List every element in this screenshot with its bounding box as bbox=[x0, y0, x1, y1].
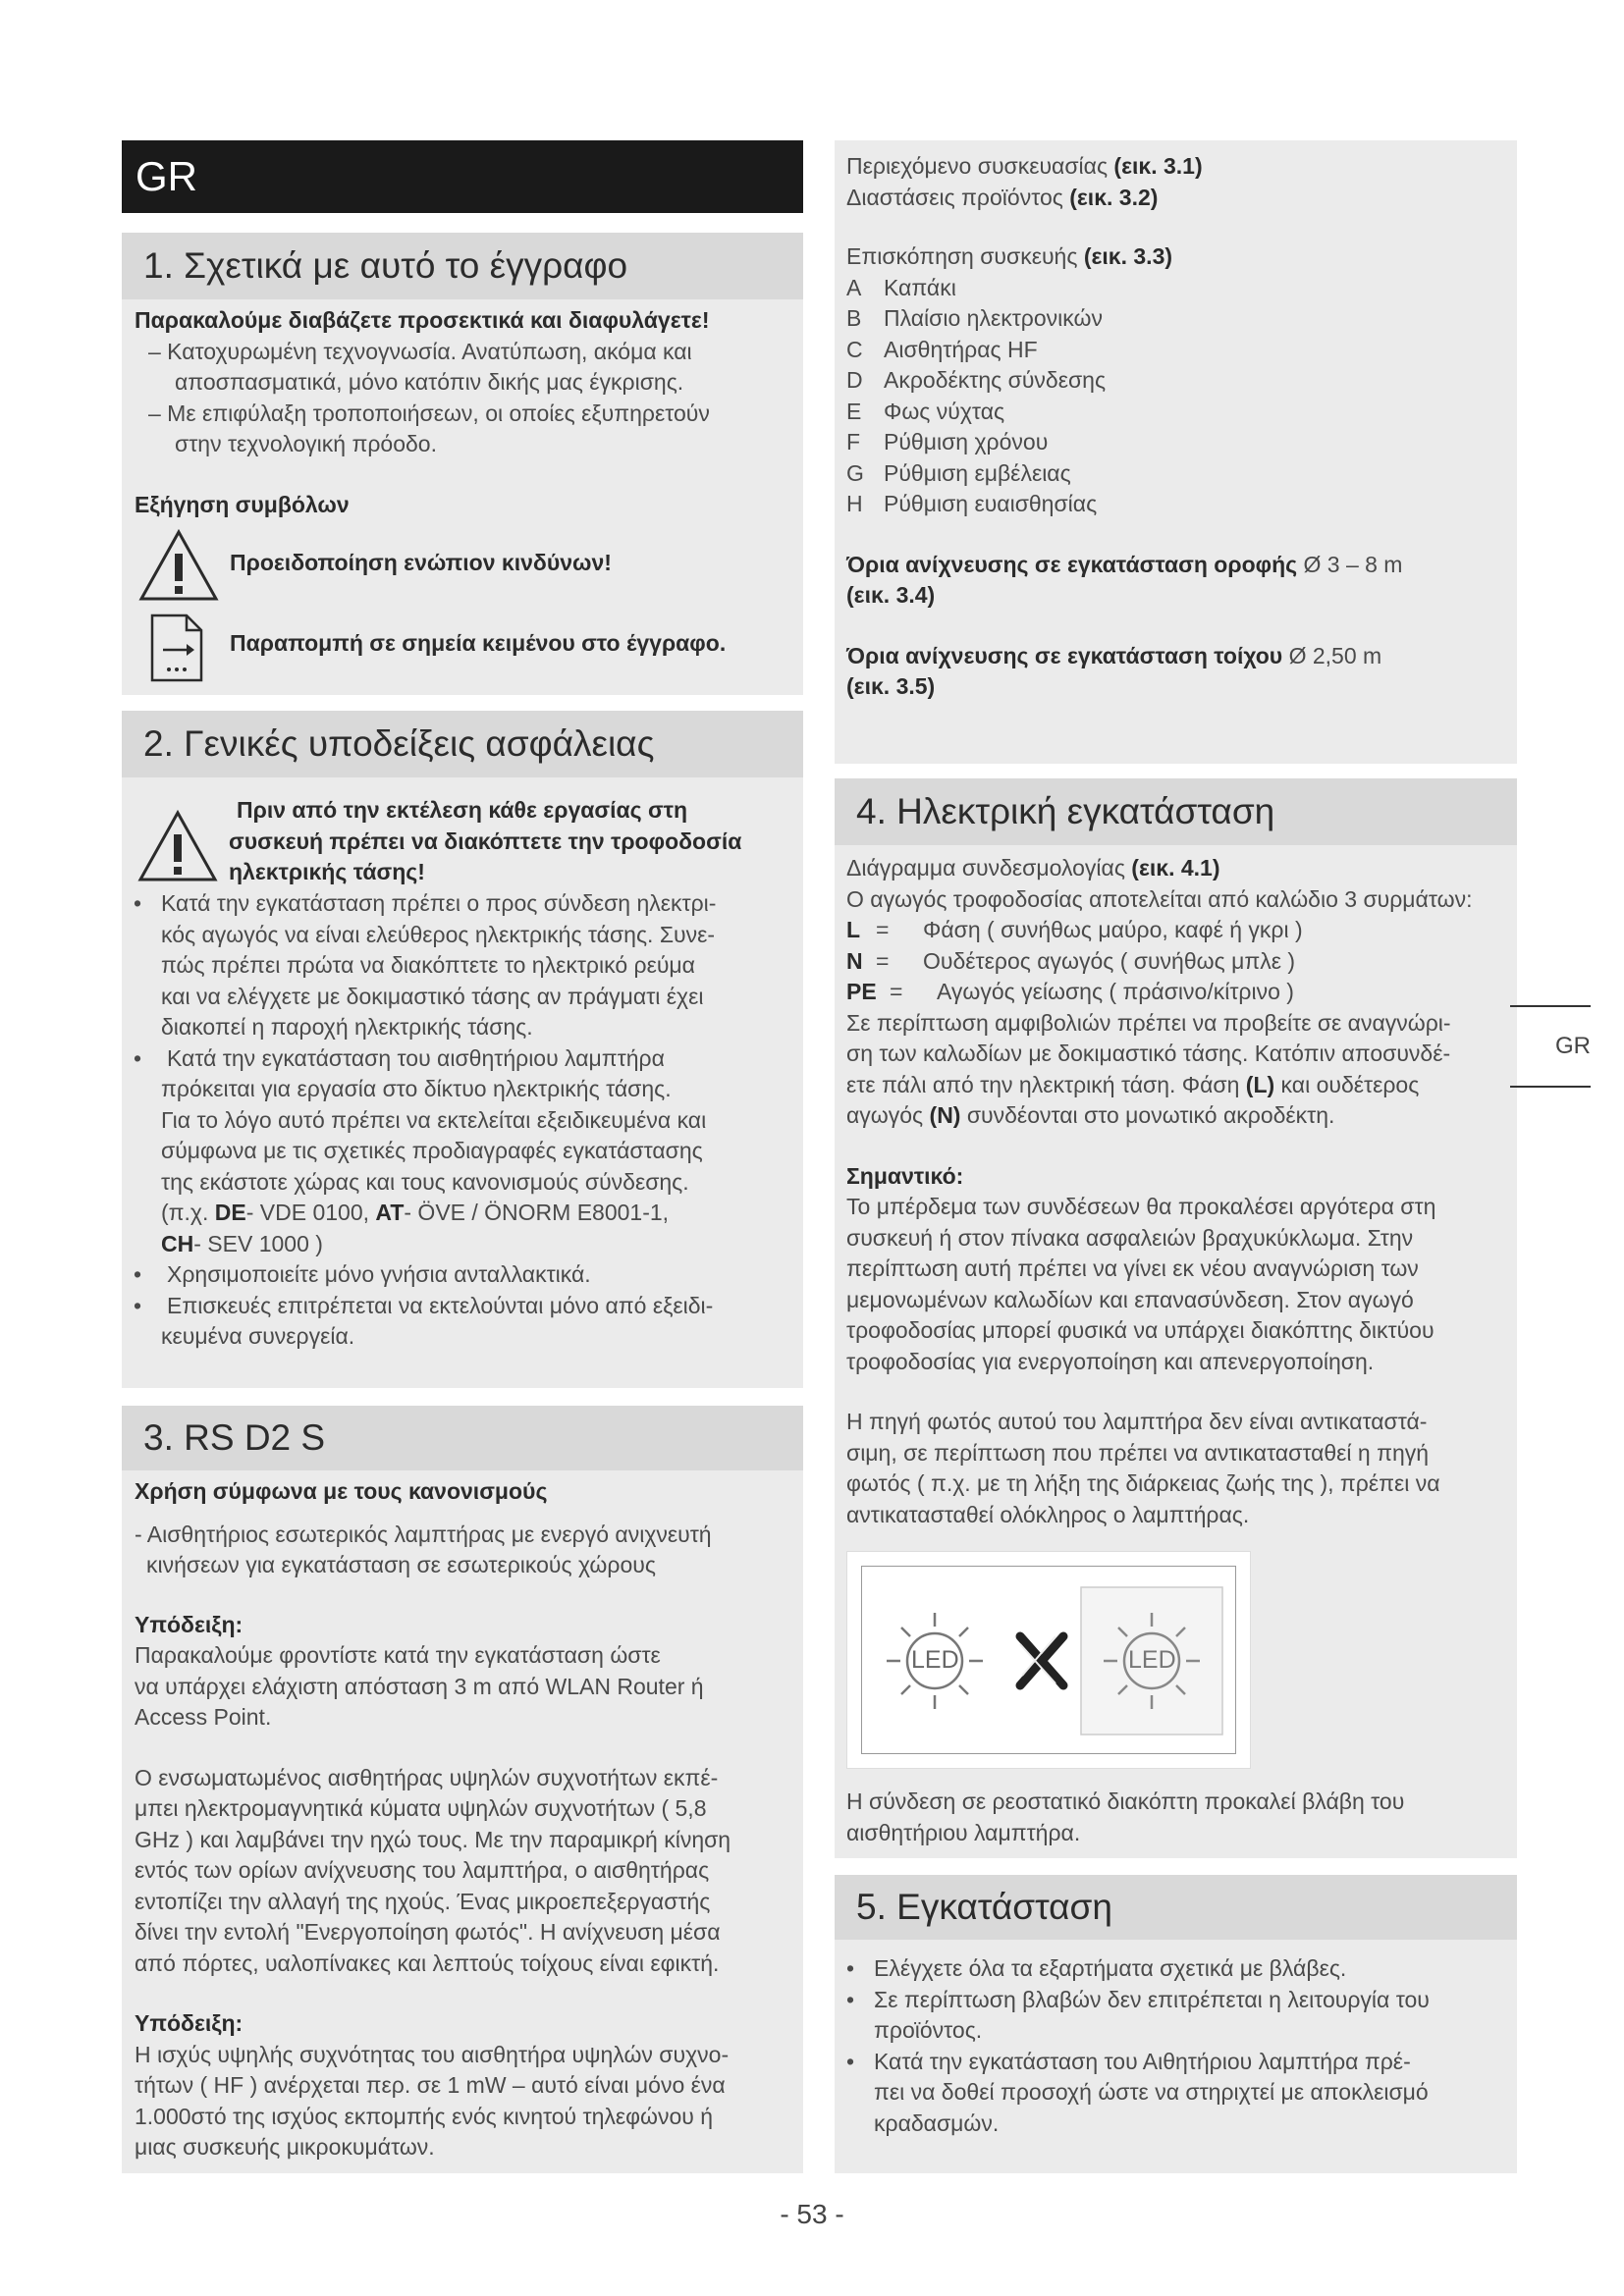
safety-warning-row bbox=[135, 795, 802, 889]
part-item: H Ρύθμιση ευαισθησίας bbox=[846, 491, 1098, 516]
important-title: Σημαντικό: bbox=[846, 1162, 964, 1189]
warning-triangle-icon bbox=[137, 528, 220, 603]
doubt-line: ση των καλωδίων με δοκιμαστικό τάσης. Κατόπιν αποσυνδέ- bbox=[846, 1041, 1451, 1066]
doubt-line: αγωγός (N) συνδέονται στο μονωτικό ακροδέκτη. bbox=[846, 1102, 1335, 1128]
section-1-intro: Παρακαλούμε διαβάζετε προσεκτικά και διαφυλάγετε! bbox=[135, 307, 710, 333]
safety-bullet: • Επισκευές επιτρέπεται να εκτελούνται μόνο από εξειδι- κευμένα συνεργεία. bbox=[134, 1292, 714, 1349]
part-item: E Φως νύχτας bbox=[846, 398, 1005, 424]
led-label-left: LED bbox=[911, 1646, 959, 1674]
section-1-item: – Με επιφύλαξη τροποποιήσεων, οι οποίες εξυπηρετούν bbox=[148, 400, 710, 426]
section-4-title: 4. Ηλεκτρική εγκατάσταση bbox=[835, 778, 1517, 845]
usage-line: κινήσεων για εγκατάσταση σε εσωτερικούς χώρους bbox=[146, 1552, 656, 1577]
note-2-line: μιας συσκευής μικροκυμάτων. bbox=[135, 2134, 435, 2160]
ceiling-detection-range: Όρια ανίχνευσης σε εγκατάσταση οροφής Ø 3 – 8 m bbox=[846, 551, 1403, 577]
important-line: τροφοδοσίας για ενεργοποίηση και απενεργοποίηση. bbox=[846, 1348, 1375, 1374]
device-overview: Επισκόπηση συσκευής (εικ. 3.3) bbox=[846, 243, 1173, 269]
reference-symbol-text: Παραπομπή σε σημεία κειμένου στο έγγραφο. bbox=[230, 630, 727, 656]
language-side-tab bbox=[1510, 1005, 1591, 1088]
supply-cable: Ο αγωγός τροφοδοσίας αποτελείται από καλώδιο 3 συρμάτων: bbox=[846, 885, 1473, 912]
norms-line: CH- SEV 1000 ) bbox=[161, 1230, 323, 1256]
usage-title: Χρήση σύμφωνα με τους κανονισμούς bbox=[135, 1478, 548, 1504]
part-item: F Ρύθμιση χρόνου bbox=[846, 429, 1049, 454]
safety-bullet-list bbox=[122, 888, 799, 1353]
warning-triangle-icon bbox=[136, 809, 219, 883]
hf-line: από πόρτες, υαλοπίνακες και λεπτούς τοίχους είναι εφικτή. bbox=[135, 1949, 720, 1976]
part-item: G Ρύθμιση εμβέλειας bbox=[846, 459, 1071, 486]
cross-icon bbox=[1020, 1636, 1063, 1685]
wall-detection-ref: (εικ. 3.5) bbox=[846, 673, 936, 699]
page-number: - 53 - bbox=[780, 2199, 844, 2229]
language-header bbox=[122, 140, 803, 213]
language-label: GR bbox=[135, 153, 197, 199]
wire-L: L = Φάση ( συνήθως μαύρο, καφέ ή γκρι ) bbox=[846, 917, 1303, 942]
dimmer-line: αισθητήριου λαμπτήρα. bbox=[846, 1819, 1081, 1845]
device-info-body bbox=[846, 151, 1514, 703]
led-figure bbox=[846, 1551, 1251, 1769]
important-line: Το μπέρδεμα των συνδέσεων θα προκαλέσει αργότερα στη bbox=[846, 1194, 1436, 1219]
part-item: C Αισθητήρας HF bbox=[846, 336, 1038, 362]
dimmer-note bbox=[846, 1787, 1514, 1848]
hf-line: Ο ενσωματωμένος αισθητήρας υψηλών συχνοτήτων εκπέ- bbox=[135, 1764, 719, 1790]
installation-bullet-list bbox=[835, 1953, 1512, 2139]
installation-bullet: • Ελέγχετε όλα τα εξαρτήματα σχετικά με βλάβες. bbox=[846, 1955, 1347, 1981]
wiring-diagram: Διάγραμμα συνδεσμολογίας (εικ. 4.1) bbox=[846, 855, 1220, 881]
section-4-body bbox=[846, 853, 1514, 1530]
note-1-line: Access Point. bbox=[135, 1704, 272, 1730]
safety-warning-line: ηλεκτρικής τάσης! bbox=[229, 859, 425, 884]
section-1-body bbox=[135, 305, 792, 520]
note-2-line: Η ισχύς υψηλής συχνότητας του αισθητήρα υψηλών συχνο- bbox=[135, 2041, 730, 2067]
note-1-line: Παρακαλούμε φροντίστε κατά την εγκατάσταση ώστε bbox=[135, 1642, 661, 1668]
doubt-line: Σε περίπτωση αμφιβολιών πρέπει να προβείτε σε αναγνώρι- bbox=[846, 1009, 1451, 1036]
note-2-line: τήτων ( HF ) ανέρχεται περ. σε 1 mW – αυτό είναι μόνο ένα bbox=[135, 2072, 726, 2098]
section-1-item: στην τεχνολογική πρόοδο. bbox=[175, 431, 437, 456]
part-item: D Ακροδέκτης σύνδεσης bbox=[846, 367, 1107, 393]
section-1-item: – Κατοχυρωμένη τεχνογνωσία. Ανατύπωση, ακόμα και bbox=[148, 338, 692, 364]
document-reference-icon bbox=[149, 613, 204, 683]
installation-bullet: • Σε περίπτωση βλαβών δεν επιτρέπεται η λειτουργία του προϊόντος. bbox=[846, 1986, 1430, 2043]
section-3-body bbox=[135, 1476, 802, 2163]
note-1-line: να υπάρχει ελάχιστη απόσταση 3 m από WLAN Router ή bbox=[135, 1673, 704, 1699]
led-line: αντικατασταθεί ολόκληρος ο λαμπτήρας. bbox=[846, 1501, 1250, 1527]
wall-detection-range: Όρια ανίχνευσης σε εγκατάσταση τοίχου Ø 2,50 m bbox=[846, 642, 1382, 668]
section-2-title: 2. Γενικές υποδείξεις ασφάλειας bbox=[122, 711, 803, 777]
safety-bullet: • Κατά την εγκατάσταση πρέπει ο προς σύνδεση ηλεκτρι- κός αγωγός να είναι ελεύθερος ηλεκτρικής τάσης. Συνε- πώς πρέπει πρώτα να διακόπτετε το ηλεκτρικό ρεύμα και να ελέγχετε με δοκιμαστικό τάσης αν πράγματι έχει διακοπεί η παροχή ηλεκτρικής τάσης. bbox=[134, 890, 717, 1040]
led-label-right: LED bbox=[1128, 1646, 1176, 1674]
part-item: A Καπάκι bbox=[846, 274, 956, 300]
safety-bullet: • Χρησιμοποιείτε μόνο γνήσια ανταλλακτικά. bbox=[134, 1261, 591, 1287]
safety-warning-line: συσκευή πρέπει να διακόπτετε την τροφοδοσία bbox=[229, 828, 742, 854]
installation-bullet: • Κατά την εγκατάσταση του Αιθητήριου λαμπτήρα πρέ- πει να δοθεί προσοχή ώστε να στηριχτεί με αποκλεισμό κραδασμών. bbox=[846, 2048, 1429, 2136]
important-line: τροφοδοσίας μπορεί φυσικά να υπάρχει διακόπτης δικτύου bbox=[846, 1317, 1435, 1343]
side-tab-label: GR bbox=[1555, 1033, 1591, 1059]
section-5-title: 5. Εγκατάσταση bbox=[835, 1875, 1517, 1940]
note-2-title: Υπόδειξη: bbox=[135, 2010, 244, 2036]
section-3-title: 3. RS D2 S bbox=[122, 1406, 803, 1470]
wire-N: N = Ουδέτερος αγωγός ( συνήθως μπλε ) bbox=[846, 947, 1295, 974]
important-line: μεμονωμένων καλωδίων και επανασύνδεση. Στον αγωγό bbox=[846, 1286, 1414, 1312]
section-1-title: 1. Σχετικά με αυτό το έγγραφο bbox=[122, 233, 803, 299]
package-contents: Περιεχόμενο συσκευασίας (εικ. 3.1) bbox=[846, 153, 1203, 179]
led-dimmer-warning-icon bbox=[847, 1552, 1252, 1770]
product-dimensions: Διαστάσεις προϊόντος (εικ. 3.2) bbox=[846, 184, 1159, 210]
hf-line: GHz ) και λαμβάνει την ηχώ τους. Με την παραμικρή κίνηση bbox=[135, 1826, 731, 1852]
doubt-line: ετε πάλι από την ηλεκτρική τάση. Φάση (L) και ουδέτερος bbox=[846, 1071, 1420, 1097]
symbols-title: Εξήγηση συμβόλων bbox=[135, 491, 350, 517]
section-1-item: αποσπασματικά, μόνο κατόπιν δικής μας έγκρισης. bbox=[175, 369, 684, 395]
hf-line: δίνει την εντολή "Ενεργοποίηση φωτός". Η ανίχνευση μέσα bbox=[135, 1919, 721, 1945]
warning-symbol-text: Προειδοποίηση ενώπιον κινδύνων! bbox=[230, 550, 612, 575]
ceiling-detection-ref: (εικ. 3.4) bbox=[846, 582, 936, 608]
note-1-title: Υπόδειξη: bbox=[135, 1611, 244, 1637]
dimmer-line: Η σύνδεση σε ρεοστατικό διακόπτη προκαλεί βλάβη του bbox=[846, 1789, 1405, 1814]
warning-symbol-row bbox=[137, 528, 795, 603]
hf-line: εντοπίζει την αλλαγή της ηχούς. Ένας μικροεπεξεργαστής bbox=[135, 1888, 711, 1914]
important-line: περίπτωση αυτή πρέπει να γίνει εκ νέου αναγνώριση των bbox=[846, 1255, 1419, 1281]
usage-line: - Αισθητήριος εσωτερικός λαμπτήρας με ενεργό ανιχνευτή bbox=[135, 1521, 712, 1547]
norms-line: (π.χ. DE- VDE 0100, AT- ÖVE / ÖNORM E8001-1, bbox=[161, 1200, 670, 1225]
led-line: Η πηγή φωτός αυτού του λαμπτήρα δεν είναι αντικαταστά- bbox=[846, 1409, 1428, 1434]
reference-symbol-row bbox=[149, 613, 807, 683]
safety-bullet: • Κατά την εγκατάσταση του αισθητήριου λαμπτήρα πρόκειται για εργασία στο δίκτυο ηλεκτρικής τάσης. Για το λόγο αυτό πρέπει να εκτελείται εξειδικευμένα και σύμφωνα με τις σχετικές προδιαγραφές εγκατάστασης της εκάστοτε χώρας και τους κανονισμούς σύνδεσης. (π.χ. DE- VDE 0100, AT- ÖVE / ÖNORM E8001-1, CH- SEV 1000 ) bbox=[122, 1043, 799, 1260]
important-line: συσκευή ή στον πίνακα ασφαλειών βραχυκύκλωμα. Στην bbox=[846, 1224, 1414, 1251]
hf-line: εντός των ορίων ανίχνευσης του λαμπτήρα, ο αισθητήρας bbox=[135, 1857, 710, 1883]
part-item: B Πλαίσιο ηλεκτρονικών bbox=[846, 305, 1103, 331]
led-line: φωτός ( π.χ. με τη λήξη της διάρκειας ζωής της ), πρέπει να bbox=[846, 1470, 1440, 1496]
note-2-line: 1.000στό της ισχύος εκπομπής ενός κινητού τηλεφώνου ή bbox=[135, 2103, 714, 2129]
parts-list bbox=[846, 273, 1514, 520]
safety-warning-line: Πριν από την εκτέλεση κάθε εργασίας στη bbox=[237, 797, 688, 823]
hf-line: μπει ηλεκτρομαγνητικά κύματα υψηλών συχνοτήτων ( 5,8 bbox=[135, 1795, 707, 1821]
led-line: σιμη, σε περίπτωση που πρέπει να αντικατασταθεί η πηγή bbox=[846, 1439, 1430, 1466]
wire-PE: PE = Αγωγός γείωσης ( πράσινο/κίτρινο ) bbox=[846, 979, 1294, 1004]
